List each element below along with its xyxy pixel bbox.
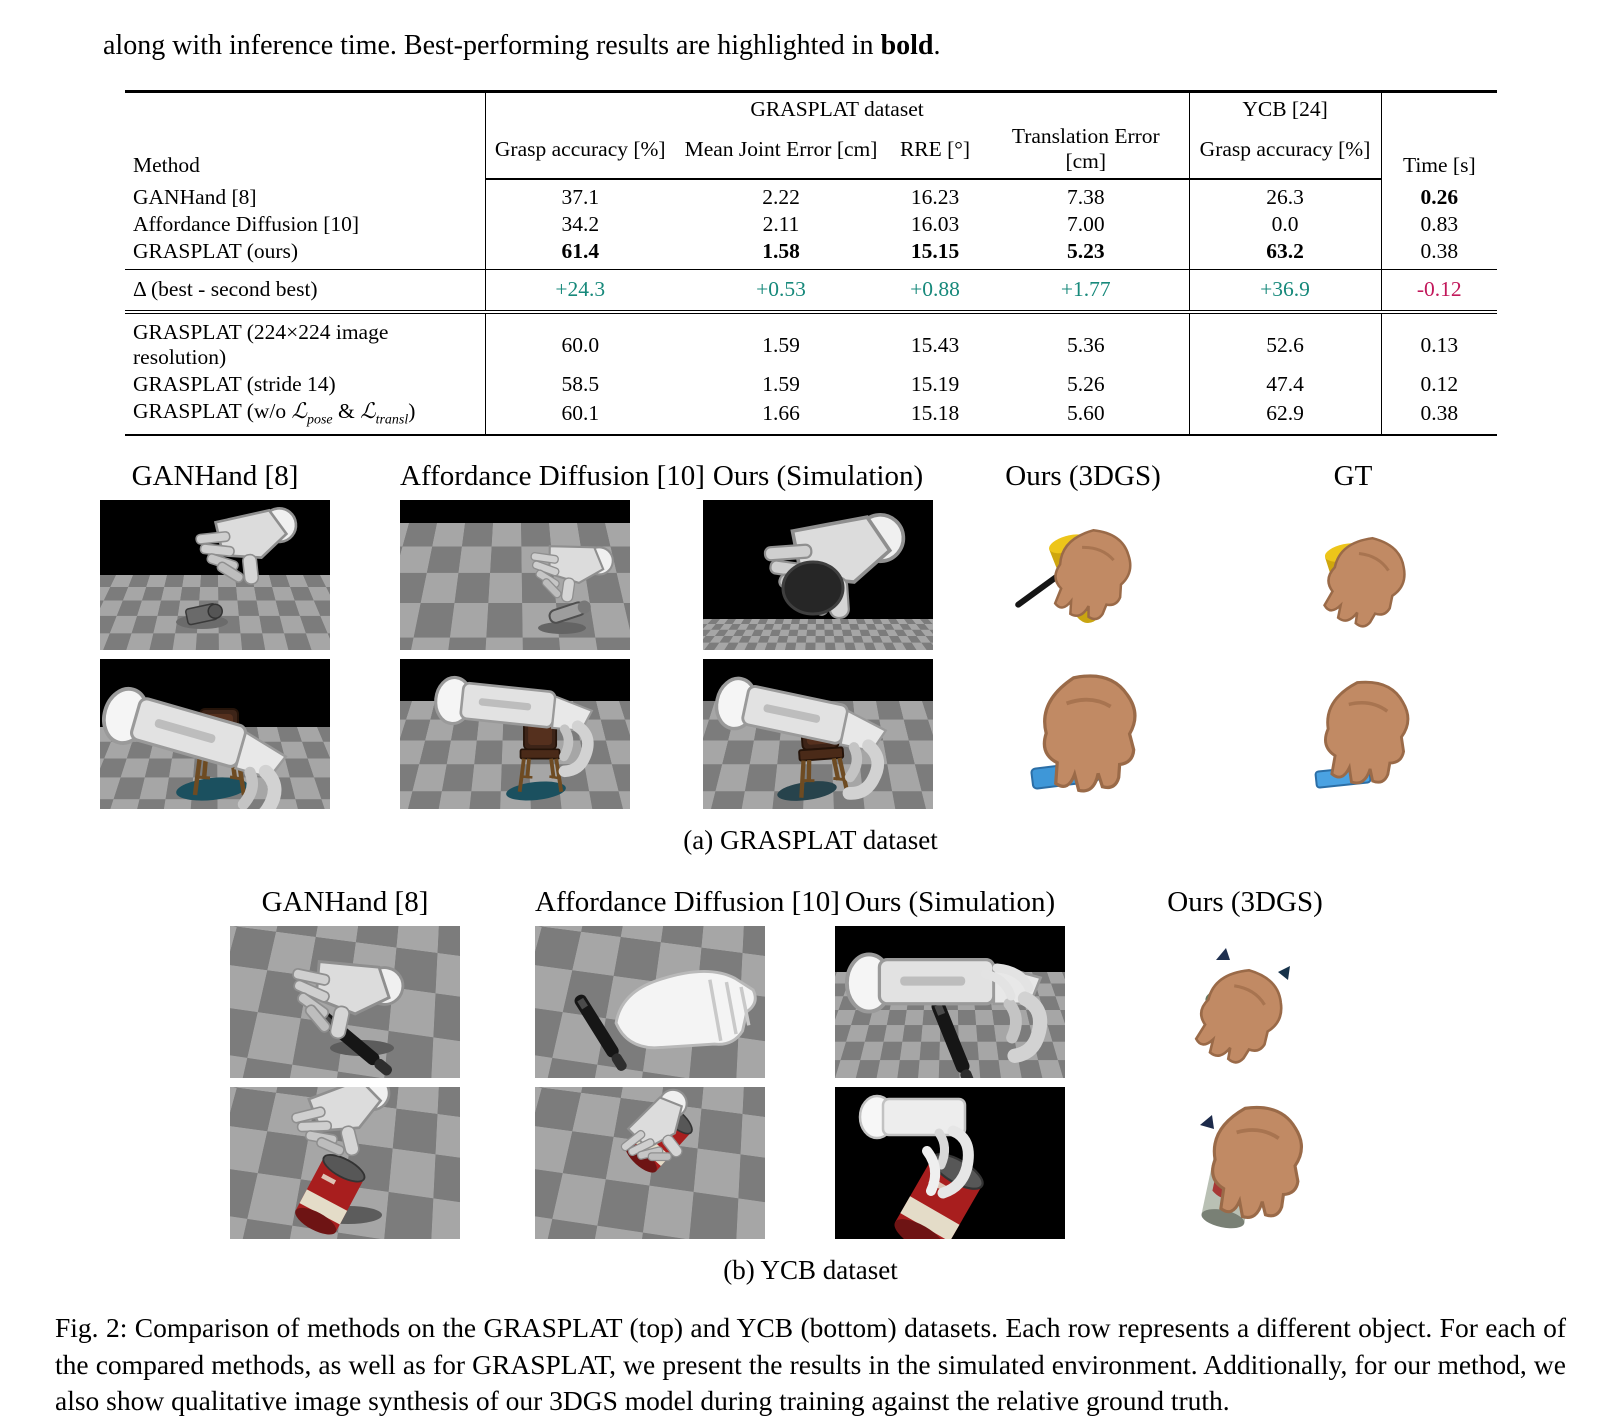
delta-value-cell: +0.53 [675,270,887,313]
value-cell: 5.23 [983,238,1189,270]
scene-art [100,659,330,809]
image-ours-sim-grasplat-row1 [703,500,933,650]
image-ours-3dgs-ycb-row2 [1130,1087,1360,1239]
image-gt-grasplat-row1 [1238,500,1468,650]
figure-a-header-ours-3dgs: Ours (3DGS) [1005,460,1161,493]
method-text: GRASPLAT (w/o [133,399,292,423]
results-table-wrap [125,90,1497,436]
value-cell: 0.38 [1381,398,1497,435]
value-cell: 15.18 [910,401,960,426]
figure-a-col-affordance [400,456,705,809]
figure-b-header-affordance: Affordance Diffusion [10] [535,886,840,919]
value-cell: 60.1 [485,398,675,435]
image-affordance-ycb-row2 [535,1087,765,1239]
value-cell: 0.83 [1381,211,1497,238]
image-ganhand-ycb-row1 [230,926,460,1078]
delta-label-cell: Δ (best - second best) [125,270,485,313]
image-gt-grasplat-row2 [1238,659,1468,809]
image-ganhand-grasplat-row1 [100,500,330,650]
scene-art [535,1087,765,1239]
loss-subscript: pose [307,412,333,428]
col-header-time: Time [s] [1381,92,1497,180]
value-cell: 15.43 [910,332,960,357]
figure-b-header-ours-3dgs: Ours (3DGS) [1167,886,1323,919]
figure-a-header-affordance: Affordance Diffusion [10] [400,460,705,493]
col-header-rre: RRE [°] [887,123,983,179]
value-cell: 15.15 [887,238,983,270]
value-cell: 16.03 [910,212,960,236]
scene-art [835,926,1065,1078]
value-cell: 63.2 [1189,238,1381,270]
intro-period: . [933,30,941,61]
image-ours-sim-ycb-row1 [835,926,1065,1078]
value-cell: 26.3 [1189,179,1381,211]
image-affordance-ycb-row1 [535,926,765,1078]
figure-a-col-ours-3dgs [968,456,1198,809]
delta-value-cell: +0.88 [887,270,983,313]
intro-text: along with inference time. Best-performing results are highlighted in [103,30,881,61]
col-header-method: Method [133,153,200,177]
figure-a-col-ours-sim [703,456,933,809]
value-cell: 7.00 [1066,212,1105,236]
image-ganhand-grasplat-row2 [100,659,330,809]
figure-b [0,882,1621,1286]
figure-b-caption: (b) YCB dataset [723,1255,898,1286]
scene-art [535,926,765,1078]
scene-art [968,500,1198,650]
method-cell: GRASPLAT (stride 14) [133,372,336,396]
figure-b-header-ganhand: GANHand [8] [261,886,429,919]
value-cell: 5.60 [1066,401,1105,426]
method-cell: GRASPLAT (224×224 image resolution) [133,320,389,369]
table-row-ablation-resolution [125,312,1497,371]
figure-a-col-gt [1238,456,1468,809]
group-header-grasplat: GRASPLAT dataset [485,92,1189,124]
figure-b-header-ours-sim: Ours (Simulation) [844,886,1056,919]
image-ganhand-ycb-row2 [230,1087,460,1239]
scene-art [835,1087,1065,1239]
value-cell: 60.0 [485,312,675,371]
col-header-trans-err: Translation Error [cm] [983,123,1189,179]
value-cell: 1.59 [762,332,800,357]
value-cell: 5.26 [1066,372,1105,396]
scene-art [230,1087,460,1239]
intro-bold-word: bold [880,30,934,61]
value-cell: 2.11 [762,212,800,236]
method-text: & [332,399,361,423]
value-cell: 62.9 [1189,398,1381,435]
figure-a-caption: (a) GRASPLAT dataset [683,825,938,856]
table-row-ablation-losses [125,398,1497,435]
image-ours-3dgs-ycb-row1 [1130,926,1360,1078]
method-cell [125,398,485,435]
image-affordance-grasplat-row2 [400,659,630,809]
value-cell: 15.19 [910,372,960,396]
value-cell: 34.2 [485,211,675,238]
scene-art [1130,1087,1360,1239]
table-row-ablation-stride [125,371,1497,398]
scene-art [968,659,1198,809]
figure-a [0,456,1621,856]
value-cell: 0.26 [1381,179,1497,211]
results-table [125,90,1497,436]
value-cell: 0.0 [1189,211,1381,238]
value-cell: 1.59 [762,372,800,396]
table-row-ganhand [125,179,1497,211]
value-cell: 37.1 [485,179,675,211]
loss-subscript: transl [375,412,409,428]
method-cell: Affordance Diffusion [10] [133,212,360,236]
scene-art [703,500,933,650]
value-cell: 47.4 [1189,371,1381,398]
group-header-ycb: YCB [24] [1189,92,1381,124]
delta-value-cell: -0.12 [1381,270,1497,313]
scene-art [1238,500,1468,650]
figure-b-col-ganhand [230,882,460,1239]
figure-2-caption: Fig. 2: Comparison of methods on the GRASPLAT (top) and YCB (bottom) datasets. Each row represents a different object. For each of the compared methods, as well as for GRASPLAT, we present the results in the simulated environment. Additionally, for our method, we also show qualitative image synthesis of our 3DGS model during training against the relative ground truth. [55,1312,1566,1417]
scene-art [703,659,933,809]
table-row-grasplat-ours [125,238,1497,270]
scene-art [400,659,630,809]
table-row-delta [125,270,1497,313]
value-cell: 52.6 [1189,312,1381,371]
value-cell: 7.38 [1066,185,1105,209]
delta-value-cell: +1.77 [983,270,1189,313]
loss-symbol: ℒ [360,399,376,423]
delta-value-cell: +36.9 [1189,270,1381,313]
value-cell: 0.13 [1381,312,1497,371]
intro-line [0,28,1621,62]
col-header-grasp-acc: Grasp accuracy [%] [485,123,675,179]
image-ours-sim-ycb-row2 [835,1087,1065,1239]
delta-value-cell: +24.3 [485,270,675,313]
value-cell: 5.36 [1066,332,1105,357]
image-ours-3dgs-grasplat-row2 [968,659,1198,809]
value-cell: 61.4 [485,238,675,270]
col-header-mje: Mean Joint Error [cm] [675,123,887,179]
method-text: ) [408,399,416,423]
scene-art [1238,659,1468,809]
value-cell: 0.12 [1381,371,1497,398]
scene-art [400,500,630,650]
figure-b-col-ours-sim [835,882,1065,1239]
value-cell: 16.23 [910,185,960,209]
table-row-affordance-diffusion [125,211,1497,238]
value-cell: 1.58 [675,238,887,270]
figure-b-col-affordance [535,882,840,1239]
method-cell: GANHand [8] [133,184,257,209]
value-cell: 58.5 [485,371,675,398]
figure-a-header-gt: GT [1333,460,1373,493]
value-cell: 2.22 [762,185,800,209]
scene-art [100,500,330,650]
image-affordance-grasplat-row1 [400,500,630,650]
scene-art [1130,926,1360,1078]
col-header-ycb-grasp-acc: Grasp accuracy [%] [1189,123,1381,179]
loss-symbol: ℒ [291,399,307,423]
image-ours-sim-grasplat-row2 [703,659,933,809]
value-cell: 0.38 [1381,238,1497,270]
method-cell: GRASPLAT (ours) [125,238,485,270]
scene-art [230,926,460,1078]
figure-a-header-ganhand: GANHand [8] [131,460,299,493]
figure-a-col-ganhand [100,456,330,809]
value-cell: 1.66 [762,401,800,426]
image-ours-3dgs-grasplat-row1 [968,500,1198,650]
figure-b-col-ours-3dgs [1130,882,1360,1239]
figure-a-header-ours-sim: Ours (Simulation) [712,460,924,493]
